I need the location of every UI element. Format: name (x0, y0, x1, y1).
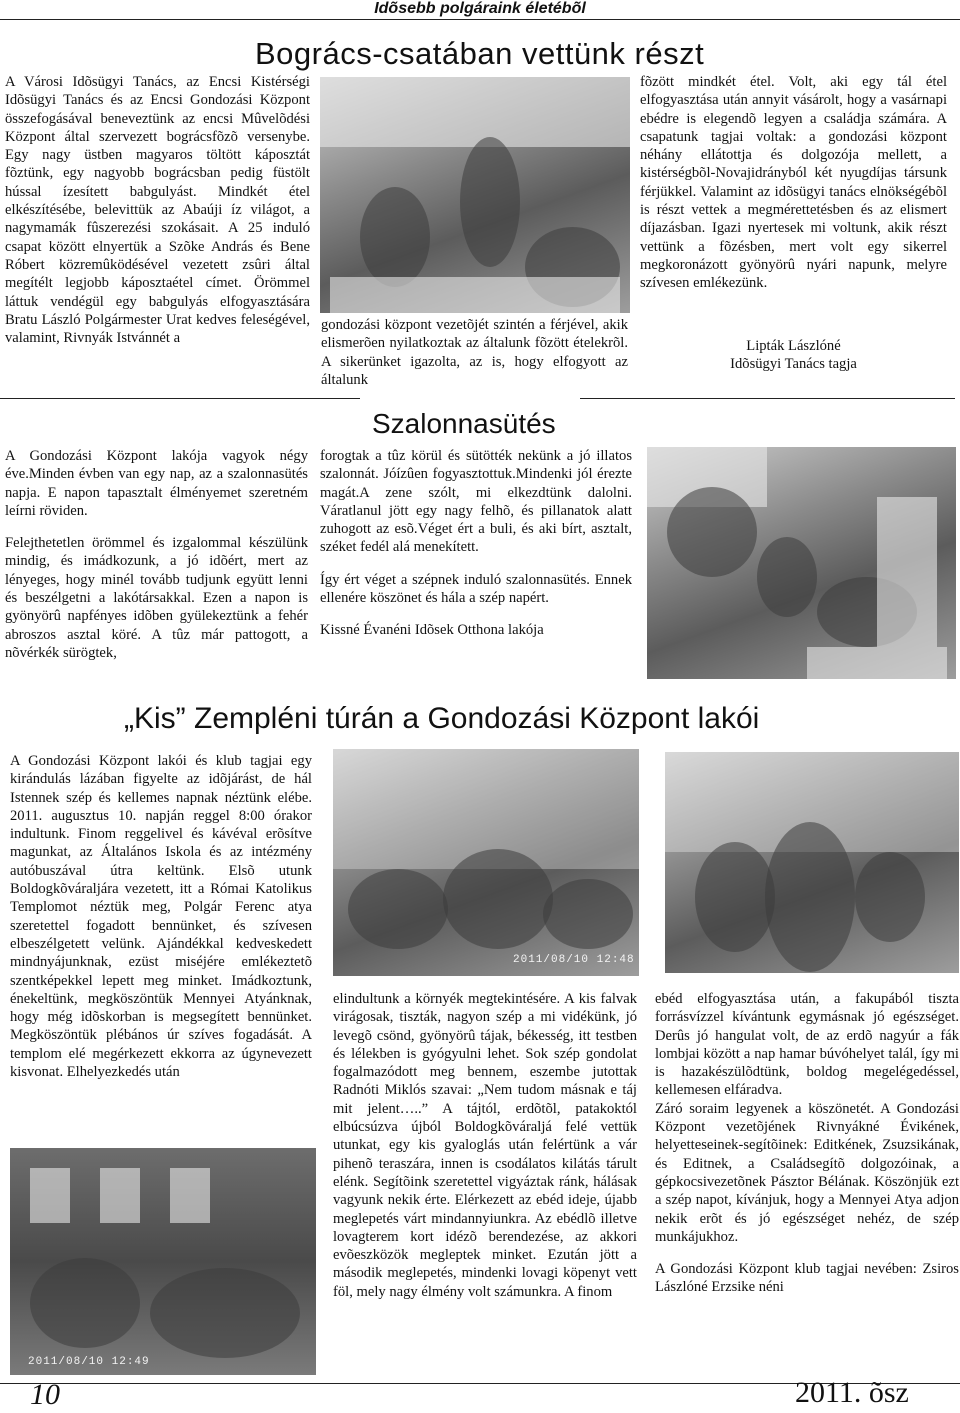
bacon-roast-photo (647, 447, 956, 679)
section-header: Idõsebb polgáraink életébõl (374, 0, 586, 17)
article1-author (640, 337, 947, 374)
photo-date-stamp: 2011/08/10 12:48 (513, 954, 635, 966)
article2-title: Szalonnasütés (372, 408, 556, 439)
church-visitors-photo (665, 752, 959, 973)
paragraph: Felejthetetlen örömmel és izgalommal készülünk mindig, és imádkozunk, a jó idõért, mert az lényeges, hogy minél tovább tudjunk együtt lenni és beszélgetni a lakótársakkal. Ezen a napon is gyönyörû napfényes idõben gyülekeztünk a fehér abroszos asztal köré. A tûz már pattogott, a nõvérkék sürögtek, (5, 535, 308, 661)
author-name: Lipták Lászlóné (746, 338, 841, 354)
paragraph: forogtak a tûz körül és sütötték nekünk a jó illatos szalonnát. Jóízûen fogyasztottuk.Mindenki jól érezte magát.A zene szólt, mi elkezdtünk dalolni. Váratlanul jött egy nagy felhõ, és pillanatok alatt zuhogott az esõ.Véget ért a buli, és aki bírt, asztalt, széket fedél alá menekített. (320, 448, 632, 556)
signature: Kissné Évanéni Idõsek Otthona lakója (320, 622, 544, 639)
article3-column-3 (655, 990, 959, 1297)
article3-column-1: A Gondozási Központ lakói és klub tagjai egy kirándulás lázában figyelte az idõjárást, de hál Istennek szép és kellemes napnak néztünk elébe. 2011. augusztus 10. napján reggel 8:00 órakor indultunk. Finom reggelivel és kávéval erõsítve magunkat, az Általános Iskola és az intézmény autóbuszával útra keltünk. Elsõ utunk Boldogkõváraljára vezetett, itt a Római Katolikus Templomot néztük meg, Polgár Ferenc atya szeretettel fogadott bennünket, és szívesen elbeszélgetett velünk. Ajándékkal kedveskedett mindnyájunknak, ezüst miséjére emlékeztetõ szentképekkel lepett meg minket. Imádkoztunk, énekeltünk, megköszöntük Mennyei Atyánknak, hogy még idõskorban is megsegített bennünket. Megköszöntük plébános úr szíves fogadását. A templom elé megérkezett ekkorra az úgynevezett kisvonat. Elhelyezkedés után (10, 753, 312, 1081)
article1-column-2: gondozási központ vezetõjét szintén a férjével, akik elismerõen nyilatkoztak az általunk fõzött ételekrõl. A sikerünket igazolta, az is, hogy elfogyott az általunk (321, 317, 628, 388)
article2-column-2 (320, 447, 632, 640)
author-role: Idõsügyi Tanács tagja (730, 356, 857, 373)
paragraph: Így ért véget a szépnek induló szalonnasütés. Ennek ellenére köszönet és hála a szép napért. (320, 571, 632, 607)
article1-column-3: fõzött mindkét étel. Volt, aki egy tál étel elfogyasztása után annyit vásárolt, hogy a vasárnapi ebédre is elegendõ legyen a családja számára. A csapatunk tagjai voltak: a gondozási központ néhány ellátottja és dolgozója mellett, a kistérségbõl-Novajidrányból két nyugdíjas társunk férjükkel. Valamint az idõsügyi tanács elnökségébõl is részt vettek a megmérettetésben és az elismert díjazásban. Igazi nyertesek mi voltunk, akik részt vettünk a fõzésben, mert volt egy sikerrel megkoronázott gyönyörû nyári napunk, melyre szívesen emlékezünk. (640, 74, 947, 292)
paragraph: A Gondozási Központ lakója vagyok négy éve.Minden évben van egy nap, az a szalonnasütés napja. E napon tapasztalt élményemet szeretném leírni röviden. (5, 448, 308, 519)
paragraph: Záró soraim legyenek a köszönetét. A Gondozási Központ vezetõjének Rivnyákné Évikének, helyetteseinek-segítõinek: Editkének, Zsuzsikának, és Editnek, a Családsegítõ dolgozóinak, a gépkocsivezetõnek Pásztor Bélának. Köszönjük ezt a szép napot, kívánjuk, hogy a Mennyei Atya adjon nekik erõt és jó egészséget nehéz, de szép munkájukhoz. (655, 1100, 959, 1245)
paragraph: A Gondozási Központ klub tagjai nevében: Zsiros Lászlóné Erzsike néni (655, 1261, 959, 1296)
issue-label: 2011. õsz (795, 1376, 909, 1409)
header-rule (0, 19, 960, 20)
article1-column-1: A Városi Idõsügyi Tanács, az Encsi Kistérségi Idõsügyi Tanács és az Encsi Gondozási Központ összefogásával beneveztünk az encsi Mûvelõdési Központ által szervezett bográcsfõzõ versenybe. Egy nagy üstben magyaros töltött káposztát fõztünk, egy nagyobb bográcsban pedig füstölt hússal ízesített babgulyást. Mindkét étel elkészítésébe, belevittük az Abaúji íz világot, a nagymamák fûszerezési szokásait. A 25 induló csapat között elnyertük a Szõke András és Bene Róbert közremûködésével vezetett zsûri által megítélt legjobb káposztaétel címet. Örömmel láttuk vendégül egy babgulyás elfogyasztására Bratu László Polgármester Urat kedves feleségével, valamint, Rivnyák Istvánnét a (5, 74, 310, 347)
cooking-team-photo (320, 77, 630, 313)
article3-column-2: elindultunk a környék megtekintésére. A kis falvak virágosak, tiszták, nagyon szép a mi vidékünk, jó levegõ csönd, gyönyörû tájak, békesség, itt testben és lélekben is gyógyulni lehet. Sok szép gondolat fogalmazódott meg bennem, eszembe jutottak Radnóti Miklós szavai: „Nem tudom másnak e táj mit jelent…..” A tájtól, erdõtõl, patakoktól elbúcsúzva újból Boldogkõváraljá felé vettük utunkat, egy kis gyaloglás után felértünk a vár pihenõ teraszára, innen is csodálatos kilátás tárult elénk. Segítõink szeretettel vigyáztak ránk, hálásak vagyunk nekik érte. Elérkezett az ebéd ideje, újabb meglepetés várt mindannyiunkra. Az ebédlõ illetve lovagterem kort idézõ berendezése, az akkori evõeszközök megleptek minket. Ezután jött a második meglepetés, mindenki lovagi köpenyt vett föl, mely nagy élmény volt számunkra. A finom (333, 991, 637, 1300)
article2-column-1 (5, 447, 308, 662)
paragraph: ebéd elfogyasztása után, a fakupából tiszta forrásvízzel kívántunk egymásnak jó egészséget. Derûs jó hangulat volt, de az erdõ nagyúr a fák lombjai között a nap hamar búvóhelyet talál, így mi is hazakészülõdtünk, boldog megelégedéssel, kellemesen elfáradva. (655, 991, 959, 1099)
article3-title: „Kis” Zempléni túrán a Gondozási Központ lakói (124, 702, 760, 735)
photo-date-stamp: 2011/08/10 12:49 (28, 1356, 150, 1368)
page-number: 10 (30, 1378, 60, 1411)
article1-title: Bogrács-csatában vettünk részt (255, 36, 705, 71)
divider-right (580, 398, 955, 399)
knights-hall-photo (10, 1148, 316, 1375)
church-group-photo (333, 749, 639, 976)
divider-left (0, 398, 360, 399)
